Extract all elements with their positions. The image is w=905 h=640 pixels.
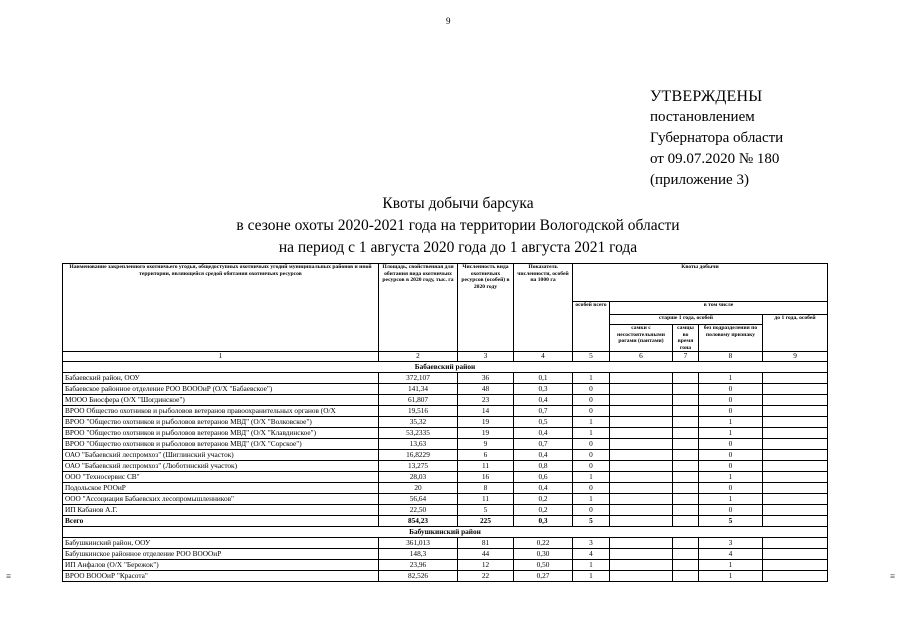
cell-value xyxy=(610,438,673,449)
cell-value xyxy=(610,515,673,526)
cell-value: 8 xyxy=(458,482,514,493)
cell-name: ИП Анфалов (О/Х "Бережок") xyxy=(63,559,379,570)
table-row xyxy=(63,504,828,515)
cell-name: ООО "Ассоциация Бабаевских лесопромышленников" xyxy=(63,493,379,504)
cell-value: 0 xyxy=(699,449,763,460)
cell-value: 44 xyxy=(458,548,514,559)
cell-value: 225 xyxy=(458,515,514,526)
cell-value: 0 xyxy=(699,394,763,405)
cell-value: 372,107 xyxy=(379,372,458,383)
cell-value xyxy=(673,482,699,493)
cell-value xyxy=(763,405,828,416)
cell-value xyxy=(673,559,699,570)
cell-value: 1 xyxy=(699,471,763,482)
cell-value: 148,3 xyxy=(379,548,458,559)
title-line: Квоты добычи барсука xyxy=(382,195,534,212)
cell-value: 1 xyxy=(699,372,763,383)
cell-value xyxy=(673,394,699,405)
cell-name: МООО Биосфера (О/Х "Шогдинское") xyxy=(63,394,379,405)
table-row xyxy=(63,471,828,482)
cell-value xyxy=(763,482,828,493)
cell-value xyxy=(673,515,699,526)
cell-value xyxy=(610,559,673,570)
cell-name: ИП Кабанов А.Г. xyxy=(63,504,379,515)
cell-value: 0,27 xyxy=(514,570,573,581)
cell-value: 16 xyxy=(458,471,514,482)
approval-line: от 09.07.2020 № 180 xyxy=(650,151,780,167)
cell-value: 0 xyxy=(573,438,610,449)
header-females: самки с несостоятельными рогами (пантами) xyxy=(610,325,673,352)
table-row xyxy=(63,548,828,559)
cell-value xyxy=(763,438,828,449)
cell-value xyxy=(673,449,699,460)
cell-value xyxy=(610,383,673,394)
cell-value: 0 xyxy=(573,504,610,515)
cell-value xyxy=(673,427,699,438)
cell-value xyxy=(763,504,828,515)
cell-name: Бабаевский район, ООУ xyxy=(63,372,379,383)
cell-value: 0 xyxy=(699,438,763,449)
table-row xyxy=(63,460,828,471)
cell-value: 1 xyxy=(573,559,610,570)
table-row xyxy=(63,537,828,548)
table-row xyxy=(63,416,828,427)
cell-value: 0 xyxy=(573,482,610,493)
cell-value xyxy=(763,394,828,405)
cell-value: 35,32 xyxy=(379,416,458,427)
table-row xyxy=(63,405,828,416)
cell-name: ООО "Техносервис СВ" xyxy=(63,471,379,482)
cell-value xyxy=(610,493,673,504)
district-name: Бабаевский район xyxy=(63,361,828,372)
cell-value: 0 xyxy=(573,405,610,416)
cell-value xyxy=(763,559,828,570)
cell-value: 23 xyxy=(458,394,514,405)
cell-value xyxy=(763,537,828,548)
cell-value: 0,30 xyxy=(514,548,573,559)
cell-value: 20 xyxy=(379,482,458,493)
cell-value: 9 xyxy=(458,438,514,449)
table-row xyxy=(63,394,828,405)
cell-value: 1 xyxy=(699,570,763,581)
table-row xyxy=(63,559,828,570)
scan-edge-mark: ≡ xyxy=(890,571,896,581)
cell-value: 1 xyxy=(573,416,610,427)
cell-value: 16,8229 xyxy=(379,449,458,460)
cell-value xyxy=(610,405,673,416)
header-males-rut: самцы во время гона xyxy=(673,325,699,352)
cell-name: ВРОО "Общество охотников и рыболовов ветеранов МВД" (О/Х "Клавдинское") xyxy=(63,427,379,438)
cell-value: 4 xyxy=(573,548,610,559)
cell-value: 0 xyxy=(699,460,763,471)
cell-value: 6 xyxy=(458,449,514,460)
approval-line: Губернатора области xyxy=(650,130,784,146)
cell-value xyxy=(610,570,673,581)
cell-value: 14 xyxy=(458,405,514,416)
cell-value: 19 xyxy=(458,427,514,438)
cell-name: Бабушкинский район, ООУ xyxy=(63,537,379,548)
cell-value: 5 xyxy=(573,515,610,526)
cell-value: 56,64 xyxy=(379,493,458,504)
cell-value xyxy=(763,493,828,504)
cell-value xyxy=(673,548,699,559)
cell-value xyxy=(610,416,673,427)
district-row xyxy=(63,361,828,372)
cell-value xyxy=(610,394,673,405)
cell-name: ВРОО "Общество охотников и рыболовов ветеранов МВД" (О/Х "Волковское") xyxy=(63,416,379,427)
cell-value xyxy=(673,405,699,416)
cell-value xyxy=(673,471,699,482)
table-row xyxy=(63,449,828,460)
cell-value: 19 xyxy=(458,416,514,427)
column-number: 7 xyxy=(673,352,699,362)
cell-value xyxy=(610,427,673,438)
approval-line: постановлением xyxy=(650,109,755,125)
table-row xyxy=(63,383,828,394)
table-row xyxy=(63,493,828,504)
cell-value: 854,23 xyxy=(379,515,458,526)
cell-value: 5 xyxy=(699,515,763,526)
cell-value: 1 xyxy=(699,427,763,438)
cell-value xyxy=(673,416,699,427)
district-name: Бабушкинский район xyxy=(63,526,828,537)
cell-value xyxy=(763,427,828,438)
cell-value xyxy=(673,493,699,504)
cell-value xyxy=(673,537,699,548)
header-area: Площадь, свойственная для обитания вида охотничьих ресурсов в 2020 году, тыс. га xyxy=(379,264,458,352)
cell-value: 0 xyxy=(573,449,610,460)
cell-value xyxy=(673,570,699,581)
cell-value: 1 xyxy=(573,471,610,482)
cell-value: 1 xyxy=(573,570,610,581)
header-older: старше 1 года, особей xyxy=(610,315,763,325)
cell-value xyxy=(763,471,828,482)
title-line: в сезоне охоты 2020-2021 года на территории Вологодской области xyxy=(236,217,680,234)
cell-value xyxy=(673,504,699,515)
district-row xyxy=(63,526,828,537)
cell-value xyxy=(763,515,828,526)
column-number: 2 xyxy=(379,352,458,362)
cell-value: 11 xyxy=(458,493,514,504)
header-density: Показатель численности, особей на 1000 га xyxy=(514,264,573,352)
column-number: 6 xyxy=(610,352,673,362)
cell-name: Бабушкинское районное отделение РОО ВОООиР xyxy=(63,548,379,559)
cell-value: 0,4 xyxy=(514,449,573,460)
cell-name: Всего xyxy=(63,515,379,526)
header-name: Наименование закрепленного охотничьего угодья, общедоступных охотничьих угодий муниципальных районов и иной территории, являющейся средой обитания охотничьих ресурсов xyxy=(63,264,379,352)
cell-value: 1 xyxy=(699,559,763,570)
cell-name: ОАО "Бабаевский леспромхоз" (Шиглинский участок) xyxy=(63,449,379,460)
cell-value xyxy=(763,460,828,471)
cell-value: 0 xyxy=(573,394,610,405)
header-total: особей всего xyxy=(573,302,610,352)
cell-value: 0,4 xyxy=(514,482,573,493)
cell-value xyxy=(763,383,828,394)
table-row xyxy=(63,438,828,449)
cell-value: 1 xyxy=(573,372,610,383)
cell-value: 13,275 xyxy=(379,460,458,471)
cell-value xyxy=(673,372,699,383)
cell-value: 0,7 xyxy=(514,438,573,449)
cell-value: 61,807 xyxy=(379,394,458,405)
column-number: 3 xyxy=(458,352,514,362)
cell-value: 0,3 xyxy=(514,383,573,394)
cell-value: 0,2 xyxy=(514,493,573,504)
cell-value: 12 xyxy=(458,559,514,570)
cell-value: 11 xyxy=(458,460,514,471)
total-row xyxy=(63,515,828,526)
cell-value: 4 xyxy=(699,548,763,559)
cell-value xyxy=(673,438,699,449)
cell-value: 0 xyxy=(573,383,610,394)
page-number: 9 xyxy=(446,16,451,26)
cell-value xyxy=(610,372,673,383)
table-row xyxy=(63,427,828,438)
table-row xyxy=(63,570,828,581)
cell-value: 22,50 xyxy=(379,504,458,515)
cell-value: 361,013 xyxy=(379,537,458,548)
cell-value xyxy=(610,471,673,482)
cell-value: 0 xyxy=(699,482,763,493)
cell-name: ВРОО "Общество охотников и рыболовов ветеранов МВД" (О/Х "Сорское") xyxy=(63,438,379,449)
cell-value: 13,63 xyxy=(379,438,458,449)
cell-value xyxy=(763,548,828,559)
cell-value: 0,1 xyxy=(514,372,573,383)
cell-name: Бабаевское районное отделение РОО ВОООиР (О/Х "Бабаевское") xyxy=(63,383,379,394)
cell-value: 48 xyxy=(458,383,514,394)
cell-value xyxy=(610,482,673,493)
cell-value: 28,03 xyxy=(379,471,458,482)
scan-edge-mark: ≡ xyxy=(6,571,12,581)
header-under1: до 1 года, особей xyxy=(763,315,828,352)
cell-value xyxy=(673,383,699,394)
column-number: 8 xyxy=(699,352,763,362)
cell-value: 19,516 xyxy=(379,405,458,416)
table-row xyxy=(63,372,828,383)
cell-value xyxy=(673,460,699,471)
cell-value xyxy=(763,570,828,581)
title-line: на период с 1 августа 2020 года до 1 августа 2021 года xyxy=(278,239,638,256)
cell-value xyxy=(763,372,828,383)
cell-value: 1 xyxy=(573,427,610,438)
cell-name: ВРОО ВОООиР "Красота" xyxy=(63,570,379,581)
cell-value: 0,2 xyxy=(514,504,573,515)
cell-value: 0,22 xyxy=(514,537,573,548)
cell-value: 82,526 xyxy=(379,570,458,581)
table-body xyxy=(63,361,828,581)
cell-value: 81 xyxy=(458,537,514,548)
column-number: 4 xyxy=(514,352,573,362)
cell-value: 0,50 xyxy=(514,559,573,570)
cell-value: 5 xyxy=(458,504,514,515)
cell-value xyxy=(610,449,673,460)
cell-name: ОАО "Бабаевский леспромхоз" (Люботинский участок) xyxy=(63,460,379,471)
cell-value: 23,96 xyxy=(379,559,458,570)
cell-value xyxy=(610,537,673,548)
cell-value xyxy=(763,449,828,460)
cell-value: 141,34 xyxy=(379,383,458,394)
cell-value xyxy=(610,504,673,515)
table-header xyxy=(63,264,828,362)
quota-table xyxy=(62,263,828,582)
cell-name: Подольское РООиР xyxy=(63,482,379,493)
cell-value: 0,8 xyxy=(514,460,573,471)
document-title xyxy=(180,193,736,259)
column-number: 1 xyxy=(63,352,379,362)
cell-value: 0 xyxy=(699,405,763,416)
header-including: в том числе xyxy=(610,302,828,315)
cell-value xyxy=(763,416,828,427)
cell-value: 3 xyxy=(573,537,610,548)
cell-value: 36 xyxy=(458,372,514,383)
cell-value: 0,3 xyxy=(514,515,573,526)
cell-value xyxy=(610,460,673,471)
table-row xyxy=(63,482,828,493)
cell-value: 0,4 xyxy=(514,394,573,405)
cell-value: 53,2335 xyxy=(379,427,458,438)
cell-value: 0,4 xyxy=(514,427,573,438)
cell-value: 0,5 xyxy=(514,416,573,427)
cell-name: ВРОО Общество охотников и рыболовов ветеранов правоохранительных органов (О/Х xyxy=(63,405,379,416)
approval-block xyxy=(650,86,783,191)
cell-value: 22 xyxy=(458,570,514,581)
cell-value: 0 xyxy=(699,383,763,394)
header-quota: Квоты добычи xyxy=(573,264,828,302)
cell-value xyxy=(610,548,673,559)
cell-value: 1 xyxy=(699,493,763,504)
column-number: 5 xyxy=(573,352,610,362)
approval-line: (приложение 3) xyxy=(650,172,749,188)
column-number: 9 xyxy=(763,352,828,362)
cell-value: 0,7 xyxy=(514,405,573,416)
header-population: Численность вида охотничьих ресурсов (особей) в 2020 году xyxy=(458,264,514,352)
cell-value: 0,6 xyxy=(514,471,573,482)
cell-value: 1 xyxy=(573,493,610,504)
approval-heading: УТВЕРЖДЕНЫ xyxy=(650,88,763,105)
cell-value: 3 xyxy=(699,537,763,548)
cell-value: 0 xyxy=(573,460,610,471)
header-no-sex: без подразделения по половому признаку xyxy=(699,325,763,352)
cell-value: 1 xyxy=(699,416,763,427)
cell-value: 0 xyxy=(699,504,763,515)
